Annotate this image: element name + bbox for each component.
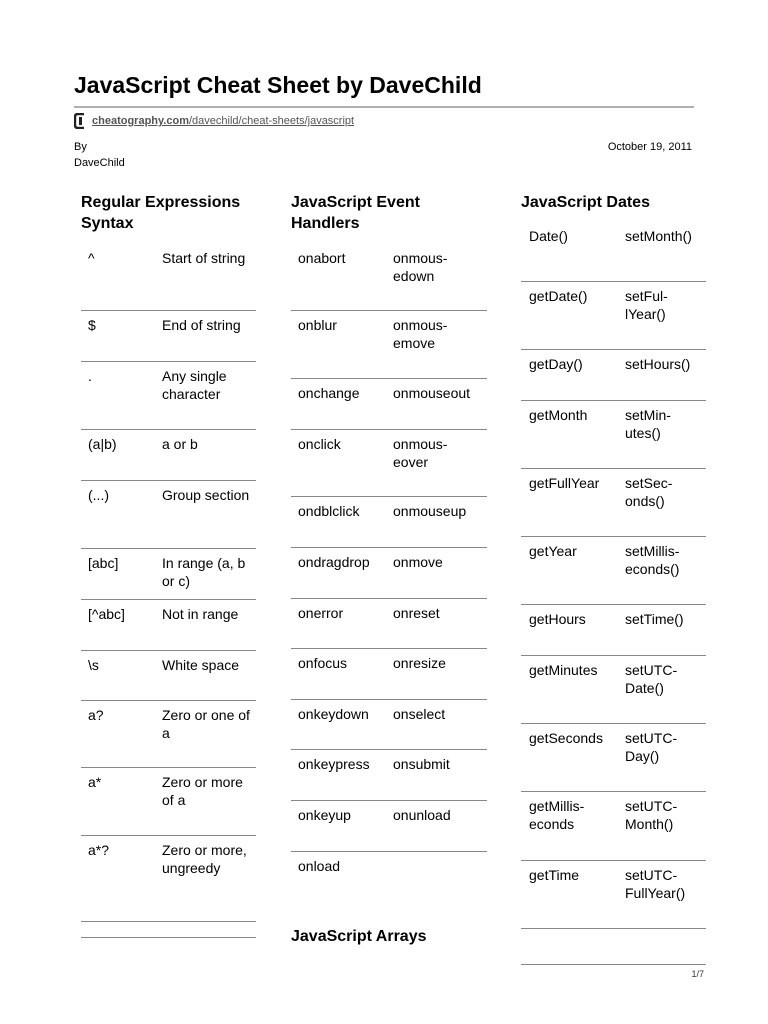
events-row-value: onmouseout: [393, 385, 471, 401]
events-row: [291, 851, 487, 902]
cheatography-logo-icon: [74, 113, 88, 129]
source-link-domain: cheatography.com: [92, 115, 189, 127]
regex-row-key: a*: [88, 774, 102, 790]
regex-row-value: End of string: [162, 317, 241, 333]
events-row-value: onmous-eover: [393, 436, 448, 470]
dates-row: [521, 281, 706, 350]
events-row-key: onfocus: [298, 655, 348, 671]
regex-row-key: [^abc]: [88, 606, 125, 622]
dates-row-value: setUTC-Day(): [625, 730, 678, 764]
regex-section-title: [81, 192, 256, 234]
dates-row: [521, 468, 706, 537]
page-number: 1/7: [691, 969, 704, 979]
regex-title-line1: Regular Expressions: [81, 194, 241, 211]
regex-row: [81, 835, 256, 922]
regex-row-key: a?: [88, 707, 104, 723]
regex-row-value: In range (a, b or c): [162, 555, 246, 589]
regex-row-value: Any single character: [162, 368, 227, 402]
regex-row: [81, 700, 256, 768]
dates-row-key: getSeconds: [529, 730, 603, 746]
regex-row-value: White space: [162, 657, 240, 673]
dates-row-value: setHours(): [625, 356, 691, 372]
events-row: [291, 598, 487, 649]
events-row-key: ondblclick: [298, 503, 360, 519]
regex-row-key: [abc]: [88, 555, 119, 571]
dates-row-key: getTime: [529, 867, 580, 883]
regex-row: [81, 599, 256, 651]
events-row: [291, 243, 487, 311]
dates-row-key: getDate(): [529, 288, 588, 304]
events-row-value: onselect: [393, 706, 446, 722]
dates-row-key: getMinutes: [529, 662, 598, 678]
regex-row: [81, 310, 256, 362]
events-row-key: onabort: [298, 250, 346, 266]
events-row-value: onreset: [393, 605, 440, 621]
events-row-key: onkeypress: [298, 756, 370, 772]
regex-row-key: ^: [88, 250, 95, 266]
dates-row: [521, 655, 706, 724]
dates-row-key: getMillis-econds: [529, 798, 585, 832]
dates-row: [521, 860, 706, 929]
dates-row-value: setMillis-econds(): [625, 543, 680, 577]
events-row-value: onmous-edown: [393, 250, 448, 284]
events-row-value: onunload: [393, 807, 451, 823]
regex-row: [81, 548, 256, 600]
regex-row-key: a*?: [88, 842, 110, 858]
dates-row-value: setUTC-Date(): [625, 662, 678, 696]
arrays-section-title: JavaScript Arrays: [291, 928, 427, 945]
regex-row-value: Start of string: [162, 250, 246, 266]
events-row-key: onchange: [298, 385, 360, 401]
dates-row-value: setFul-lYear(): [625, 288, 668, 322]
regex-title-line2: Syntax: [81, 215, 134, 232]
events-row: [291, 800, 487, 852]
regex-section: [81, 192, 256, 876]
author-name: DaveChild: [74, 157, 125, 169]
events-row: [291, 496, 487, 548]
regex-row-value: Zero or more of a: [162, 774, 243, 808]
regex-row-key: \s: [88, 657, 99, 673]
regex-row-key: (...): [88, 487, 109, 503]
events-row: [291, 310, 487, 379]
dates-row: [521, 723, 706, 792]
regex-divider: [81, 937, 256, 938]
dates-row-key: Date(): [529, 228, 568, 244]
dates-row-value: setMonth(): [625, 228, 692, 244]
dates-row-value: setTime(): [625, 611, 684, 627]
byline: [74, 139, 125, 171]
dates-row-key: getYear: [529, 543, 577, 559]
events-section: [291, 192, 487, 945]
events-row-key: onkeydown: [298, 706, 369, 722]
dates-row-value: setMin-utes(): [625, 407, 671, 441]
events-row: [291, 648, 487, 700]
events-title-line2: Handlers: [291, 215, 360, 232]
events-row-key: onkeyup: [298, 807, 351, 823]
regex-row-value: Zero or more, ungreedy: [162, 842, 247, 876]
regex-row: [81, 361, 256, 430]
dates-row: [521, 349, 706, 401]
regex-row-value: a or b: [162, 436, 198, 452]
dates-row-key: getDay(): [529, 356, 583, 372]
regex-row: [81, 243, 256, 311]
dates-row: [521, 791, 706, 861]
events-section-title: [291, 192, 487, 234]
events-row-key: onload: [298, 858, 341, 874]
regex-row: [81, 429, 256, 481]
events-row-key: onerror: [298, 605, 344, 621]
events-row-value: onresize: [393, 655, 446, 671]
publish-date: October 19, 2011: [607, 141, 692, 153]
regex-row-value: Zero or one of a: [162, 707, 250, 741]
title-divider: [74, 106, 694, 108]
dates-row: [521, 221, 706, 282]
dates-row-key: getMonth: [529, 407, 588, 423]
events-row: [291, 547, 487, 599]
regex-row: [81, 480, 256, 549]
events-row-key: ondragdrop: [298, 554, 370, 570]
events-row: [291, 429, 487, 497]
source-link[interactable]: [92, 115, 354, 127]
dates-divider: [521, 964, 706, 965]
events-row-value: onmous-emove: [393, 317, 448, 351]
regex-row-key: (a|b): [88, 436, 117, 452]
events-title-line1: JavaScript Event: [291, 194, 420, 211]
regex-row-key: $: [88, 317, 96, 333]
regex-row: [81, 650, 256, 701]
events-row-value: onmouseup: [393, 503, 467, 519]
events-row-value: onsubmit: [393, 756, 450, 772]
events-row-value: onmove: [393, 554, 443, 570]
dates-row-key: getHours: [529, 611, 586, 627]
regex-row-value: Group section: [162, 487, 250, 503]
dates-row-key: getFullYear: [529, 475, 600, 491]
events-row-key: onblur: [298, 317, 337, 333]
events-row-key: onclick: [298, 436, 341, 452]
regex-row-key: .: [88, 368, 92, 384]
source-link-row: [74, 112, 354, 130]
dates-section-title: JavaScript Dates: [521, 194, 650, 211]
by-label: By: [74, 141, 87, 153]
dates-row: [521, 536, 706, 605]
page-title: JavaScript Cheat Sheet by DaveChild: [74, 72, 482, 98]
regex-row: [81, 767, 256, 836]
regex-row-value: Not in range: [162, 606, 239, 622]
dates-row: [521, 400, 706, 469]
source-link-path: /davechild/cheat-sheets/javascript: [189, 115, 355, 127]
dates-row: [521, 604, 706, 656]
dates-row-value: setUTC-Month(): [625, 798, 678, 832]
dates-row-value: setSec-onds(): [625, 475, 673, 509]
events-row: [291, 749, 487, 801]
dates-section: [521, 192, 706, 901]
events-row: [291, 699, 487, 750]
events-row: [291, 378, 487, 430]
dates-row-value: setUTC-FullYear(): [625, 867, 686, 901]
